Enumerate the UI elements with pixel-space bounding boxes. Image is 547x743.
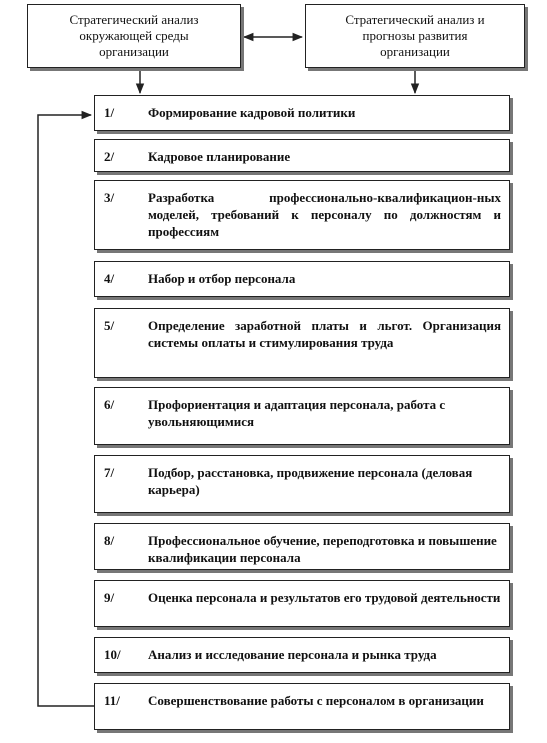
step-11-box	[94, 683, 510, 730]
step-7-box	[94, 455, 510, 513]
step-number: 2/	[104, 149, 115, 164]
step-number: 1/	[104, 105, 115, 120]
step-text: Анализ и исследование персонала и рынка труда	[148, 647, 437, 662]
step-text: Оценка персонала и результатов его трудовой деятельности	[148, 590, 501, 605]
step-5-box	[94, 308, 510, 378]
step-3-box	[94, 180, 510, 250]
step-text: Подбор, расстановка, продвижение персонала (деловая карьера)	[148, 465, 473, 497]
step-text: Совершенствование работы с персоналом в организации	[148, 693, 484, 708]
step-number: 4/	[104, 271, 115, 286]
step-number: 6/	[104, 397, 115, 412]
step-number: 3/	[104, 190, 115, 205]
step-text: Профориентация и адаптация персонала, работа с увольняющимися	[148, 397, 446, 429]
step-text: Разработка профессионально-квалификацион-ных моделей, требований к персоналу по должностям и профессиям	[148, 190, 501, 239]
step-6-box	[94, 387, 510, 445]
step-text: Формирование кадровой политики	[148, 105, 356, 120]
step-4-box	[94, 261, 510, 297]
step-text: Профессиональное обучение, переподготовка и повышение квалификации персонала	[148, 533, 497, 565]
step-10-box	[94, 637, 510, 673]
feedback-loop-arrow	[38, 115, 94, 706]
step-text: Набор и отбор персонала	[148, 271, 296, 286]
step-number: 5/	[104, 318, 115, 333]
step-text: Кадровое планирование	[148, 149, 291, 164]
step-2-box	[94, 139, 510, 172]
step-8-box	[94, 523, 510, 570]
step-number: 7/	[104, 465, 115, 480]
step-number: 10/	[104, 647, 121, 662]
step-1-box	[94, 95, 510, 131]
strategic-analysis-environment-box: Стратегический анализ окружающей среды организации	[27, 4, 241, 68]
strategic-analysis-forecast-box: Стратегический анализ и прогнозы развития организации	[305, 4, 525, 68]
step-number: 8/	[104, 533, 115, 548]
step-number: 9/	[104, 590, 115, 605]
step-9-box	[94, 580, 510, 627]
step-text: Определение заработной платы и льгот. Организация системы оплаты и стимулирования труда	[148, 318, 501, 350]
step-number: 11/	[104, 693, 120, 708]
